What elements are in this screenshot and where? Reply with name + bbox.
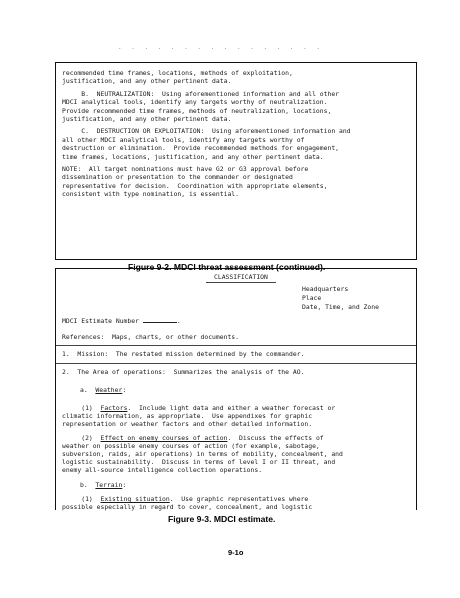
factors-line-3: representation or weather factors and other detailed information. xyxy=(62,420,313,428)
factors-line-2: climatic information, as appropriate. Use appendixes for graphic xyxy=(62,412,313,420)
area-line: 2. The Area of operations: Summarizes the analysis of the AO. xyxy=(62,368,305,376)
figure-9-2-line: NOTE: All target nominations must have G2 or G3 approval before xyxy=(62,165,309,174)
figure-9-2-line: justification, and any other pertinent data. xyxy=(62,77,232,86)
hq-line-3: Date, Time, and Zone xyxy=(302,303,379,311)
figure-9-2-caption: Figure 9-2. MDCI threat assessment (continued). xyxy=(128,262,326,272)
effect-line-2: weather on possible enemy courses of action (for example, sabotage, xyxy=(62,442,320,450)
figure-9-3-box xyxy=(55,268,417,510)
factors-first-line: (1) Factors. Include light data and either a weather forecast or xyxy=(62,404,336,412)
figure-9-2-line: all other MDCI analytical tools, identify any targets worthy of xyxy=(62,135,305,144)
figure-9-2-line: representative for decision. Coordination with appropriate elements, xyxy=(62,181,328,190)
divider-2 xyxy=(56,363,416,364)
weather-heading: a. Weather: xyxy=(80,386,127,394)
figure-9-2-line: consistent with type nomination, is essential. xyxy=(62,190,239,199)
figure-9-3-caption: Figure 9-3. MDCI estimate. xyxy=(168,514,276,524)
figure-9-2-line: justification, and any other pertinent data. xyxy=(62,115,232,124)
hq-line-2: Place xyxy=(302,294,322,302)
page-number: 9-1o xyxy=(228,548,244,557)
divider-1 xyxy=(56,345,416,346)
figure-9-2-line: dissemination or presentation to the commander or designated xyxy=(62,173,293,182)
figure-9-2-line: Provide recommended time frames, methods of neutralization, locations, xyxy=(62,106,332,115)
figure-9-2-text xyxy=(62,69,351,199)
classification-label: CLASSIFICATION xyxy=(214,273,268,281)
effect-line-3: subversion, raids, air operations) in terms of mobility, concealment, and xyxy=(62,450,343,458)
figure-9-2-line: C. DESTRUCTION OR EXPLOITATION: Using aforementioned information and xyxy=(62,127,351,136)
existing-first-line: (1) Existing situation. Use graphic representatives where xyxy=(62,495,309,503)
existing-line-2: possible especially in regard to cover, concealment, and logistic xyxy=(62,503,313,511)
hq-line-1: Headquarters xyxy=(302,285,349,293)
figure-9-2-line: B. NEUTRALIZATION: Using aforementioned information and all other xyxy=(62,89,340,98)
scan-noise: . . . . . . . . . . . . . . . . xyxy=(118,44,323,51)
mission-line: 1. Mission: The restated mission determined by the commander. xyxy=(62,350,305,358)
estimate-number: MDCI Estimate Number . xyxy=(62,317,181,325)
figure-9-2-box xyxy=(55,62,417,260)
figure-9-2-line: recommended time frames, locations, methods of exploitation, xyxy=(62,69,293,77)
references-line: References: Maps, charts, or other documents. xyxy=(62,333,239,341)
terrain-heading: b. Terrain: xyxy=(80,481,127,489)
effect-line-5: enemy all-source intelligence collection operations. xyxy=(62,466,263,474)
figure-9-2-line: destruction or elimination. Provide recommended methods for engagement, xyxy=(62,144,340,153)
classification-underline xyxy=(206,282,276,283)
effect-line-4: logistic sustainability. Discuss in terms of level I or II threat, and xyxy=(62,458,336,466)
figure-9-2-line: MDCI analytical tools, identify any targets worthy of neutralization. xyxy=(62,98,328,107)
figure-9-2-line: time frames, locations, justification, and any other pertinent data. xyxy=(62,152,324,161)
effect-first-line: (2) Effect on enemy courses of action. Discuss the effects of xyxy=(62,434,324,442)
